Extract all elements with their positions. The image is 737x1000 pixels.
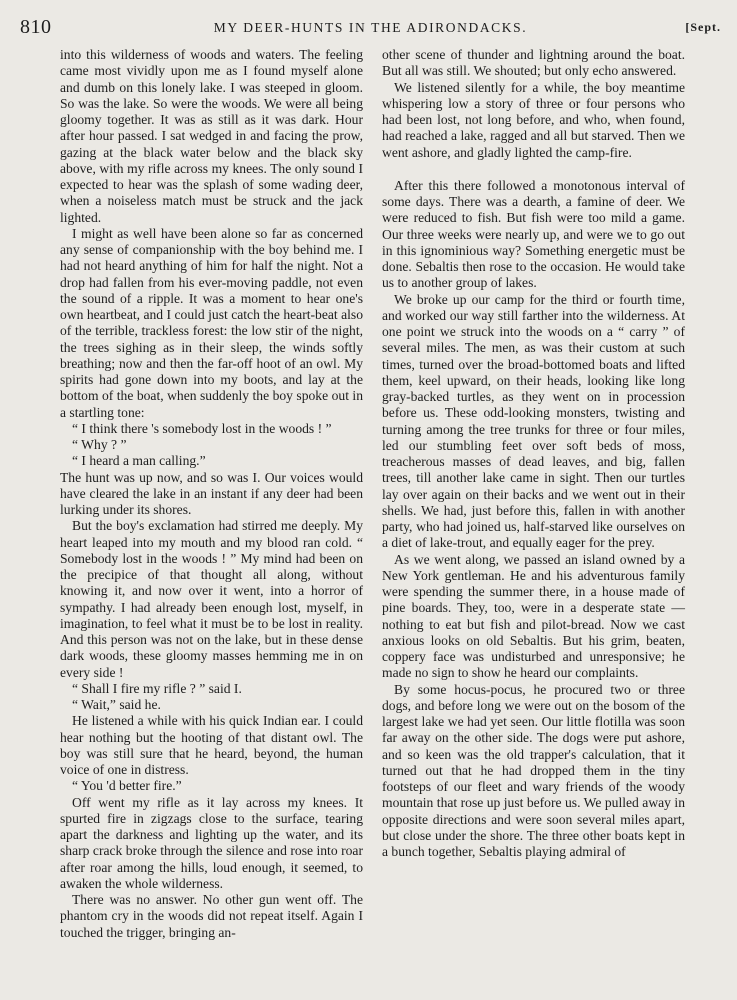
paragraph: There was no answer. No other gun went off. The phantom cry in the woods did not repeat itself. Again I touched the trigger, bringing an- bbox=[60, 892, 363, 940]
paragraph: As we went along, we passed an island owned by a New York gentleman. He and his adventurous family were spending the summer there, in a house made of pine boards. They, too, were in a desperate state — nothing to eat but fish and pilot-bread. Now we cast anxious looks on old Sebaltis. But his grim, beaten, coppery face was undisturbed and unresponsive; he made no sign to show he heard our complaints. bbox=[382, 551, 685, 681]
paragraph: other scene of thunder and lightning around the boat. But all was still. We shouted; but only echo answered. bbox=[382, 47, 685, 79]
paragraph: “ I think there 's somebody lost in the woods ! ” bbox=[72, 420, 332, 436]
paragraph: “ Shall I fire my rifle ? ” said I. bbox=[72, 680, 242, 696]
left-column bbox=[60, 47, 363, 987]
paragraph: “ I heard a man calling.” bbox=[72, 453, 206, 469]
running-title: MY DEER-HUNTS IN THE ADIRONDACKS. bbox=[213, 20, 528, 35]
paragraph: We listened silently for a while, the boy meantime whispering low a story of three or four persons who had been lost, not long before, and who, when found, had reached a lake, ragged and all but starved. Then we went ashore, and gladly lighted the camp-fire. bbox=[382, 79, 685, 160]
month-marker: [Sept. bbox=[685, 20, 721, 34]
paragraph: By some hocus-pocus, he procured two or three dogs, and before long we were out on the bosom of the largest lake we had yet seen. Our little flotilla was soon far away on the other side. The dogs were put ashore, and so keen was the old trapper's calculation, that it turned out that he had dropped them in the tiny footsteps of our fleet and wary friends of the woody mountain that rose up just before us. We pulled away in opposite directions and were soon several miles apart, but close under the shore. The three other boats kept in a bunch together, Sebaltis playing admiral of bbox=[382, 681, 685, 859]
paragraph: Off went my rifle as it lay across my knees. It spurted fire in zigzags close to the surface, tearing apart the darkness and lighting up the water, and its sharp crack broke through the silence and rose into roar after roar among the hills, loud enough, it seemed, to awaken the whole wilderness. bbox=[60, 794, 363, 891]
paragraph: “ Wait,” said he. bbox=[72, 697, 161, 712]
paragraph: “ You 'd better fire.” bbox=[72, 778, 182, 794]
paragraph: into this wilderness of woods and waters. The feeling came most vividly upon me as I found myself alone and dumb on this lonely lake. I was steeped in gloom. So was the lake. So were the woods. We were all being gloomy together. It was as still as it was dark. Hour after hour passed. I sat wedged in and facing the prow, gazing at the black water below and the black sky above, with my rifle across my knees. The only sound I expected to hear was the splash of some wading deer, when a noiseless match must be struck and the jack lighted. bbox=[60, 47, 363, 225]
paragraph: “ Why ? ” bbox=[72, 437, 127, 452]
text-columns bbox=[60, 47, 685, 987]
right-column bbox=[382, 47, 685, 987]
paragraph: He listened a while with his quick Indian ear. I could hear nothing but the hooting of that distant owl. The boy was still sure that he heard, beyond, the human voice of one in distress. bbox=[60, 713, 363, 777]
page-header bbox=[20, 18, 721, 42]
paragraph: After this there followed a monotonous interval of some days. There was a dearth, a famine of deer. We were reduced to fish. But fish were too mild a game. Our three weeks were nearly up, and were we to go out in this ignominious way? Something energetic must be done. Sebaltis then rose to the occasion. He would take us to another group of lakes. bbox=[382, 177, 685, 291]
paragraph: The hunt was up now, and so was I. Our voices would have cleared the lake in an instant if any deer had been lurking under its shores. bbox=[60, 469, 363, 517]
paragraph: We broke up our camp for the third or fourth time, and worked our way still farther into the wilderness. At one point we struck into the woods on a “ carry ” of several miles. The men, as was their custom at such times, turned over the broad-bottomed boats and lifted them, keel upward, on their heads, looking like long gray-backed turtles, as they went on in procession before us. These odd-looking monsters, twisting and turning among the tree trunks for three or four miles, led our stumbling feet over soft beds of moss, treacherous masses of dead leaves, and big, fallen trees, till another lake came in sight. Then our turtles lay over again on their backs and we went out in their shells. We had, just before this, fallen in with another party, who had joined us, half-starved like ourselves on a diet of lake-trout, and equally eager for the prey. bbox=[382, 291, 685, 551]
paragraph: But the boy's exclamation had stirred me deeply. My heart leaped into my mouth and my blood ran cold. “ Somebody lost in the woods ! ” My mind had been on the precipice of that thought all along, without knowing it, and now over it went, into a horror of sympathy. I had already been enough lost, myself, in imagination, to feel what it must be to be lost in reality. And this person was not on the lake, but in these dense dark woods, these gloomy masses hemming me in on every side ! bbox=[60, 518, 363, 680]
paragraph: I might as well have been alone so far as concerned any sense of companionship with the boy behind me. I had not heard anything of him for half the night. Not a drop had fallen from his ever-moving paddle, not even the sound of a ripple. It was a moment to hear one's own heartbeat, and I could just catch the heart-beat also of the terrible, trackless forest: the low stir of the night, the trees sighing as in their sleep, the winds softly breathing; now and then the far-off hoot of an owl. My spirits had gone down into my boots, and lay at the bottom of the boat, when suddenly the boy spoke out in a startling tone: bbox=[60, 225, 363, 420]
page-number: 810 bbox=[20, 16, 52, 38]
